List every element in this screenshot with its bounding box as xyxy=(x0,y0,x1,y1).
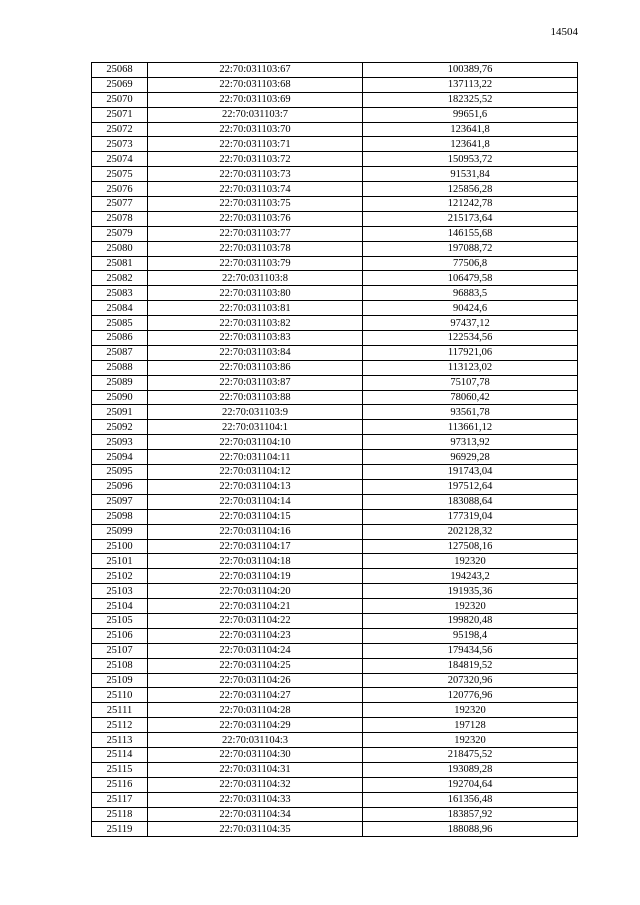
row-number-cell: 25074 xyxy=(92,152,148,167)
table-row xyxy=(92,211,578,226)
row-number-cell: 25082 xyxy=(92,271,148,286)
row-number-cell: 25091 xyxy=(92,405,148,420)
value-cell: 96883,5 xyxy=(363,286,578,301)
table-row xyxy=(92,360,578,375)
value-cell: 183088,64 xyxy=(363,494,578,509)
value-cell: 192704,64 xyxy=(363,777,578,792)
cadastral-number-cell: 22:70:031103:71 xyxy=(148,137,363,152)
row-number-cell: 25068 xyxy=(92,63,148,78)
row-number-cell: 25084 xyxy=(92,301,148,316)
cadastral-number-cell: 22:70:031104:14 xyxy=(148,494,363,509)
cadastral-number-cell: 22:70:031103:68 xyxy=(148,77,363,92)
cadastral-number-cell: 22:70:031103:78 xyxy=(148,241,363,256)
table-row xyxy=(92,643,578,658)
table-row xyxy=(92,539,578,554)
value-cell: 191935,36 xyxy=(363,584,578,599)
value-cell: 120776,96 xyxy=(363,688,578,703)
value-cell: 192320 xyxy=(363,703,578,718)
value-cell: 97437,12 xyxy=(363,316,578,331)
value-cell: 99651,6 xyxy=(363,107,578,122)
cadastral-number-cell: 22:70:031104:18 xyxy=(148,554,363,569)
cadastral-number-cell: 22:70:031104:24 xyxy=(148,643,363,658)
cadastral-number-cell: 22:70:031104:1 xyxy=(148,420,363,435)
row-number-cell: 25101 xyxy=(92,554,148,569)
value-cell: 182325,52 xyxy=(363,92,578,107)
table-row xyxy=(92,182,578,197)
value-cell: 93561,78 xyxy=(363,405,578,420)
cadastral-number-cell: 22:70:031103:7 xyxy=(148,107,363,122)
value-cell: 137113,22 xyxy=(363,77,578,92)
table-row xyxy=(92,152,578,167)
table-row xyxy=(92,390,578,405)
value-cell: 218475,52 xyxy=(363,747,578,762)
cadastral-number-cell: 22:70:031103:87 xyxy=(148,375,363,390)
value-cell: 117921,06 xyxy=(363,345,578,360)
row-number-cell: 25108 xyxy=(92,658,148,673)
value-cell: 121242,78 xyxy=(363,197,578,212)
table-row xyxy=(92,733,578,748)
cadastral-number-cell: 22:70:031103:86 xyxy=(148,360,363,375)
value-cell: 123641,8 xyxy=(363,137,578,152)
cadastral-number-cell: 22:70:031103:9 xyxy=(148,405,363,420)
table-row xyxy=(92,584,578,599)
table-row xyxy=(92,494,578,509)
row-number-cell: 25075 xyxy=(92,167,148,182)
cadastral-number-cell: 22:70:031104:16 xyxy=(148,524,363,539)
table-row xyxy=(92,301,578,316)
table-row xyxy=(92,122,578,137)
cadastral-number-cell: 22:70:031103:77 xyxy=(148,226,363,241)
cadastral-number-cell: 22:70:031104:34 xyxy=(148,807,363,822)
table-row xyxy=(92,331,578,346)
table-row xyxy=(92,613,578,628)
page-number: 14504 xyxy=(550,26,578,38)
value-cell: 183857,92 xyxy=(363,807,578,822)
cadastral-number-cell: 22:70:031103:76 xyxy=(148,211,363,226)
row-number-cell: 25112 xyxy=(92,718,148,733)
table-row xyxy=(92,345,578,360)
row-number-cell: 25081 xyxy=(92,256,148,271)
table-row xyxy=(92,137,578,152)
table-row xyxy=(92,435,578,450)
table-row xyxy=(92,673,578,688)
cadastral-number-cell: 22:70:031104:25 xyxy=(148,658,363,673)
row-number-cell: 25106 xyxy=(92,628,148,643)
table-row xyxy=(92,375,578,390)
value-cell: 194243,2 xyxy=(363,569,578,584)
table-row xyxy=(92,703,578,718)
cadastral-number-cell: 22:70:031104:15 xyxy=(148,509,363,524)
value-cell: 177319,04 xyxy=(363,509,578,524)
table-row xyxy=(92,762,578,777)
table-row xyxy=(92,420,578,435)
cadastral-number-cell: 22:70:031104:31 xyxy=(148,762,363,777)
cadastral-number-cell: 22:70:031104:3 xyxy=(148,733,363,748)
row-number-cell: 25115 xyxy=(92,762,148,777)
table-row xyxy=(92,747,578,762)
row-number-cell: 25096 xyxy=(92,479,148,494)
row-number-cell: 25069 xyxy=(92,77,148,92)
row-number-cell: 25086 xyxy=(92,331,148,346)
value-cell: 191743,04 xyxy=(363,465,578,480)
cadastral-number-cell: 22:70:031104:28 xyxy=(148,703,363,718)
value-cell: 106479,58 xyxy=(363,271,578,286)
value-cell: 95198,4 xyxy=(363,628,578,643)
row-number-cell: 25118 xyxy=(92,807,148,822)
cadastral-number-cell: 22:70:031104:11 xyxy=(148,450,363,465)
cadastral-number-cell: 22:70:031103:8 xyxy=(148,271,363,286)
cadastral-number-cell: 22:70:031103:69 xyxy=(148,92,363,107)
value-cell: 179434,56 xyxy=(363,643,578,658)
table-row xyxy=(92,465,578,480)
table-row xyxy=(92,792,578,807)
cadastral-number-cell: 22:70:031104:10 xyxy=(148,435,363,450)
cadastral-number-cell: 22:70:031103:80 xyxy=(148,286,363,301)
table-row xyxy=(92,777,578,792)
value-cell: 78060,42 xyxy=(363,390,578,405)
row-number-cell: 25098 xyxy=(92,509,148,524)
row-number-cell: 25099 xyxy=(92,524,148,539)
cadastral-number-cell: 22:70:031103:79 xyxy=(148,256,363,271)
table-row xyxy=(92,509,578,524)
row-number-cell: 25119 xyxy=(92,822,148,837)
row-number-cell: 25072 xyxy=(92,122,148,137)
row-number-cell: 25085 xyxy=(92,316,148,331)
cadastral-number-cell: 22:70:031104:22 xyxy=(148,613,363,628)
value-cell: 75107,78 xyxy=(363,375,578,390)
table-row xyxy=(92,92,578,107)
cadastral-number-cell: 22:70:031103:70 xyxy=(148,122,363,137)
row-number-cell: 25104 xyxy=(92,599,148,614)
cadastral-number-cell: 22:70:031103:73 xyxy=(148,167,363,182)
row-number-cell: 25117 xyxy=(92,792,148,807)
cadastral-number-cell: 22:70:031103:88 xyxy=(148,390,363,405)
table-row xyxy=(92,658,578,673)
table-row xyxy=(92,822,578,837)
table-row xyxy=(92,479,578,494)
table-row xyxy=(92,688,578,703)
table-row xyxy=(92,286,578,301)
row-number-cell: 25077 xyxy=(92,197,148,212)
cadastral-number-cell: 22:70:031104:29 xyxy=(148,718,363,733)
row-number-cell: 25094 xyxy=(92,450,148,465)
table-row xyxy=(92,718,578,733)
value-cell: 197512,64 xyxy=(363,479,578,494)
row-number-cell: 25093 xyxy=(92,435,148,450)
row-number-cell: 25102 xyxy=(92,569,148,584)
row-number-cell: 25076 xyxy=(92,182,148,197)
value-cell: 122534,56 xyxy=(363,331,578,346)
cadastral-number-cell: 22:70:031103:81 xyxy=(148,301,363,316)
value-cell: 215173,64 xyxy=(363,211,578,226)
value-cell: 146155,68 xyxy=(363,226,578,241)
cadastral-number-cell: 22:70:031104:32 xyxy=(148,777,363,792)
row-number-cell: 25111 xyxy=(92,703,148,718)
table-body xyxy=(92,63,578,837)
table-row xyxy=(92,256,578,271)
cadastral-number-cell: 22:70:031104:30 xyxy=(148,747,363,762)
row-number-cell: 25087 xyxy=(92,345,148,360)
table-row xyxy=(92,107,578,122)
cadastral-number-cell: 22:70:031103:82 xyxy=(148,316,363,331)
cadastral-number-cell: 22:70:031104:13 xyxy=(148,479,363,494)
value-cell: 150953,72 xyxy=(363,152,578,167)
cadastral-number-cell: 22:70:031104:17 xyxy=(148,539,363,554)
table-row xyxy=(92,554,578,569)
row-number-cell: 25097 xyxy=(92,494,148,509)
table-row xyxy=(92,226,578,241)
row-number-cell: 25071 xyxy=(92,107,148,122)
row-number-cell: 25070 xyxy=(92,92,148,107)
value-cell: 202128,32 xyxy=(363,524,578,539)
cadastral-number-cell: 22:70:031104:23 xyxy=(148,628,363,643)
cadastral-number-cell: 22:70:031104:27 xyxy=(148,688,363,703)
value-cell: 90424,6 xyxy=(363,301,578,316)
row-number-cell: 25100 xyxy=(92,539,148,554)
value-cell: 192320 xyxy=(363,733,578,748)
cadastral-number-cell: 22:70:031104:26 xyxy=(148,673,363,688)
row-number-cell: 25107 xyxy=(92,643,148,658)
cadastral-number-cell: 22:70:031104:20 xyxy=(148,584,363,599)
table-row xyxy=(92,807,578,822)
table-row xyxy=(92,628,578,643)
row-number-cell: 25105 xyxy=(92,613,148,628)
cadastral-number-cell: 22:70:031104:12 xyxy=(148,465,363,480)
cadastral-number-cell: 22:70:031103:72 xyxy=(148,152,363,167)
value-cell: 113123,02 xyxy=(363,360,578,375)
cadastral-number-cell: 22:70:031104:21 xyxy=(148,599,363,614)
value-cell: 197128 xyxy=(363,718,578,733)
row-number-cell: 25109 xyxy=(92,673,148,688)
cadastral-number-cell: 22:70:031104:33 xyxy=(148,792,363,807)
value-cell: 193089,28 xyxy=(363,762,578,777)
value-cell: 96929,28 xyxy=(363,450,578,465)
value-cell: 97313,92 xyxy=(363,435,578,450)
table-row xyxy=(92,197,578,212)
row-number-cell: 25090 xyxy=(92,390,148,405)
table-row xyxy=(92,63,578,78)
value-cell: 184819,52 xyxy=(363,658,578,673)
value-cell: 188088,96 xyxy=(363,822,578,837)
cadastral-number-cell: 22:70:031104:19 xyxy=(148,569,363,584)
row-number-cell: 25073 xyxy=(92,137,148,152)
value-cell: 125856,28 xyxy=(363,182,578,197)
row-number-cell: 25083 xyxy=(92,286,148,301)
cadastral-number-cell: 22:70:031103:84 xyxy=(148,345,363,360)
table-row xyxy=(92,316,578,331)
value-cell: 123641,8 xyxy=(363,122,578,137)
value-cell: 161356,48 xyxy=(363,792,578,807)
table-row xyxy=(92,569,578,584)
value-cell: 113661,12 xyxy=(363,420,578,435)
value-cell: 192320 xyxy=(363,599,578,614)
table-row xyxy=(92,599,578,614)
cadastral-number-cell: 22:70:031103:67 xyxy=(148,63,363,78)
row-number-cell: 25078 xyxy=(92,211,148,226)
table-row xyxy=(92,271,578,286)
cadastral-value-table xyxy=(91,62,578,837)
table-row xyxy=(92,450,578,465)
value-cell: 127508,16 xyxy=(363,539,578,554)
row-number-cell: 25079 xyxy=(92,226,148,241)
row-number-cell: 25092 xyxy=(92,420,148,435)
row-number-cell: 25116 xyxy=(92,777,148,792)
cadastral-number-cell: 22:70:031103:74 xyxy=(148,182,363,197)
table-row xyxy=(92,77,578,92)
row-number-cell: 25095 xyxy=(92,465,148,480)
table-row xyxy=(92,167,578,182)
row-number-cell: 25088 xyxy=(92,360,148,375)
row-number-cell: 25089 xyxy=(92,375,148,390)
cadastral-number-cell: 22:70:031103:75 xyxy=(148,197,363,212)
value-cell: 192320 xyxy=(363,554,578,569)
value-cell: 207320,96 xyxy=(363,673,578,688)
table-row xyxy=(92,241,578,256)
cadastral-number-cell: 22:70:031104:35 xyxy=(148,822,363,837)
value-cell: 197088,72 xyxy=(363,241,578,256)
table-row xyxy=(92,405,578,420)
value-cell: 100389,76 xyxy=(363,63,578,78)
row-number-cell: 25114 xyxy=(92,747,148,762)
value-cell: 91531,84 xyxy=(363,167,578,182)
row-number-cell: 25113 xyxy=(92,733,148,748)
row-number-cell: 25080 xyxy=(92,241,148,256)
row-number-cell: 25103 xyxy=(92,584,148,599)
row-number-cell: 25110 xyxy=(92,688,148,703)
value-cell: 77506,8 xyxy=(363,256,578,271)
value-cell: 199820,48 xyxy=(363,613,578,628)
table-row xyxy=(92,524,578,539)
cadastral-number-cell: 22:70:031103:83 xyxy=(148,331,363,346)
